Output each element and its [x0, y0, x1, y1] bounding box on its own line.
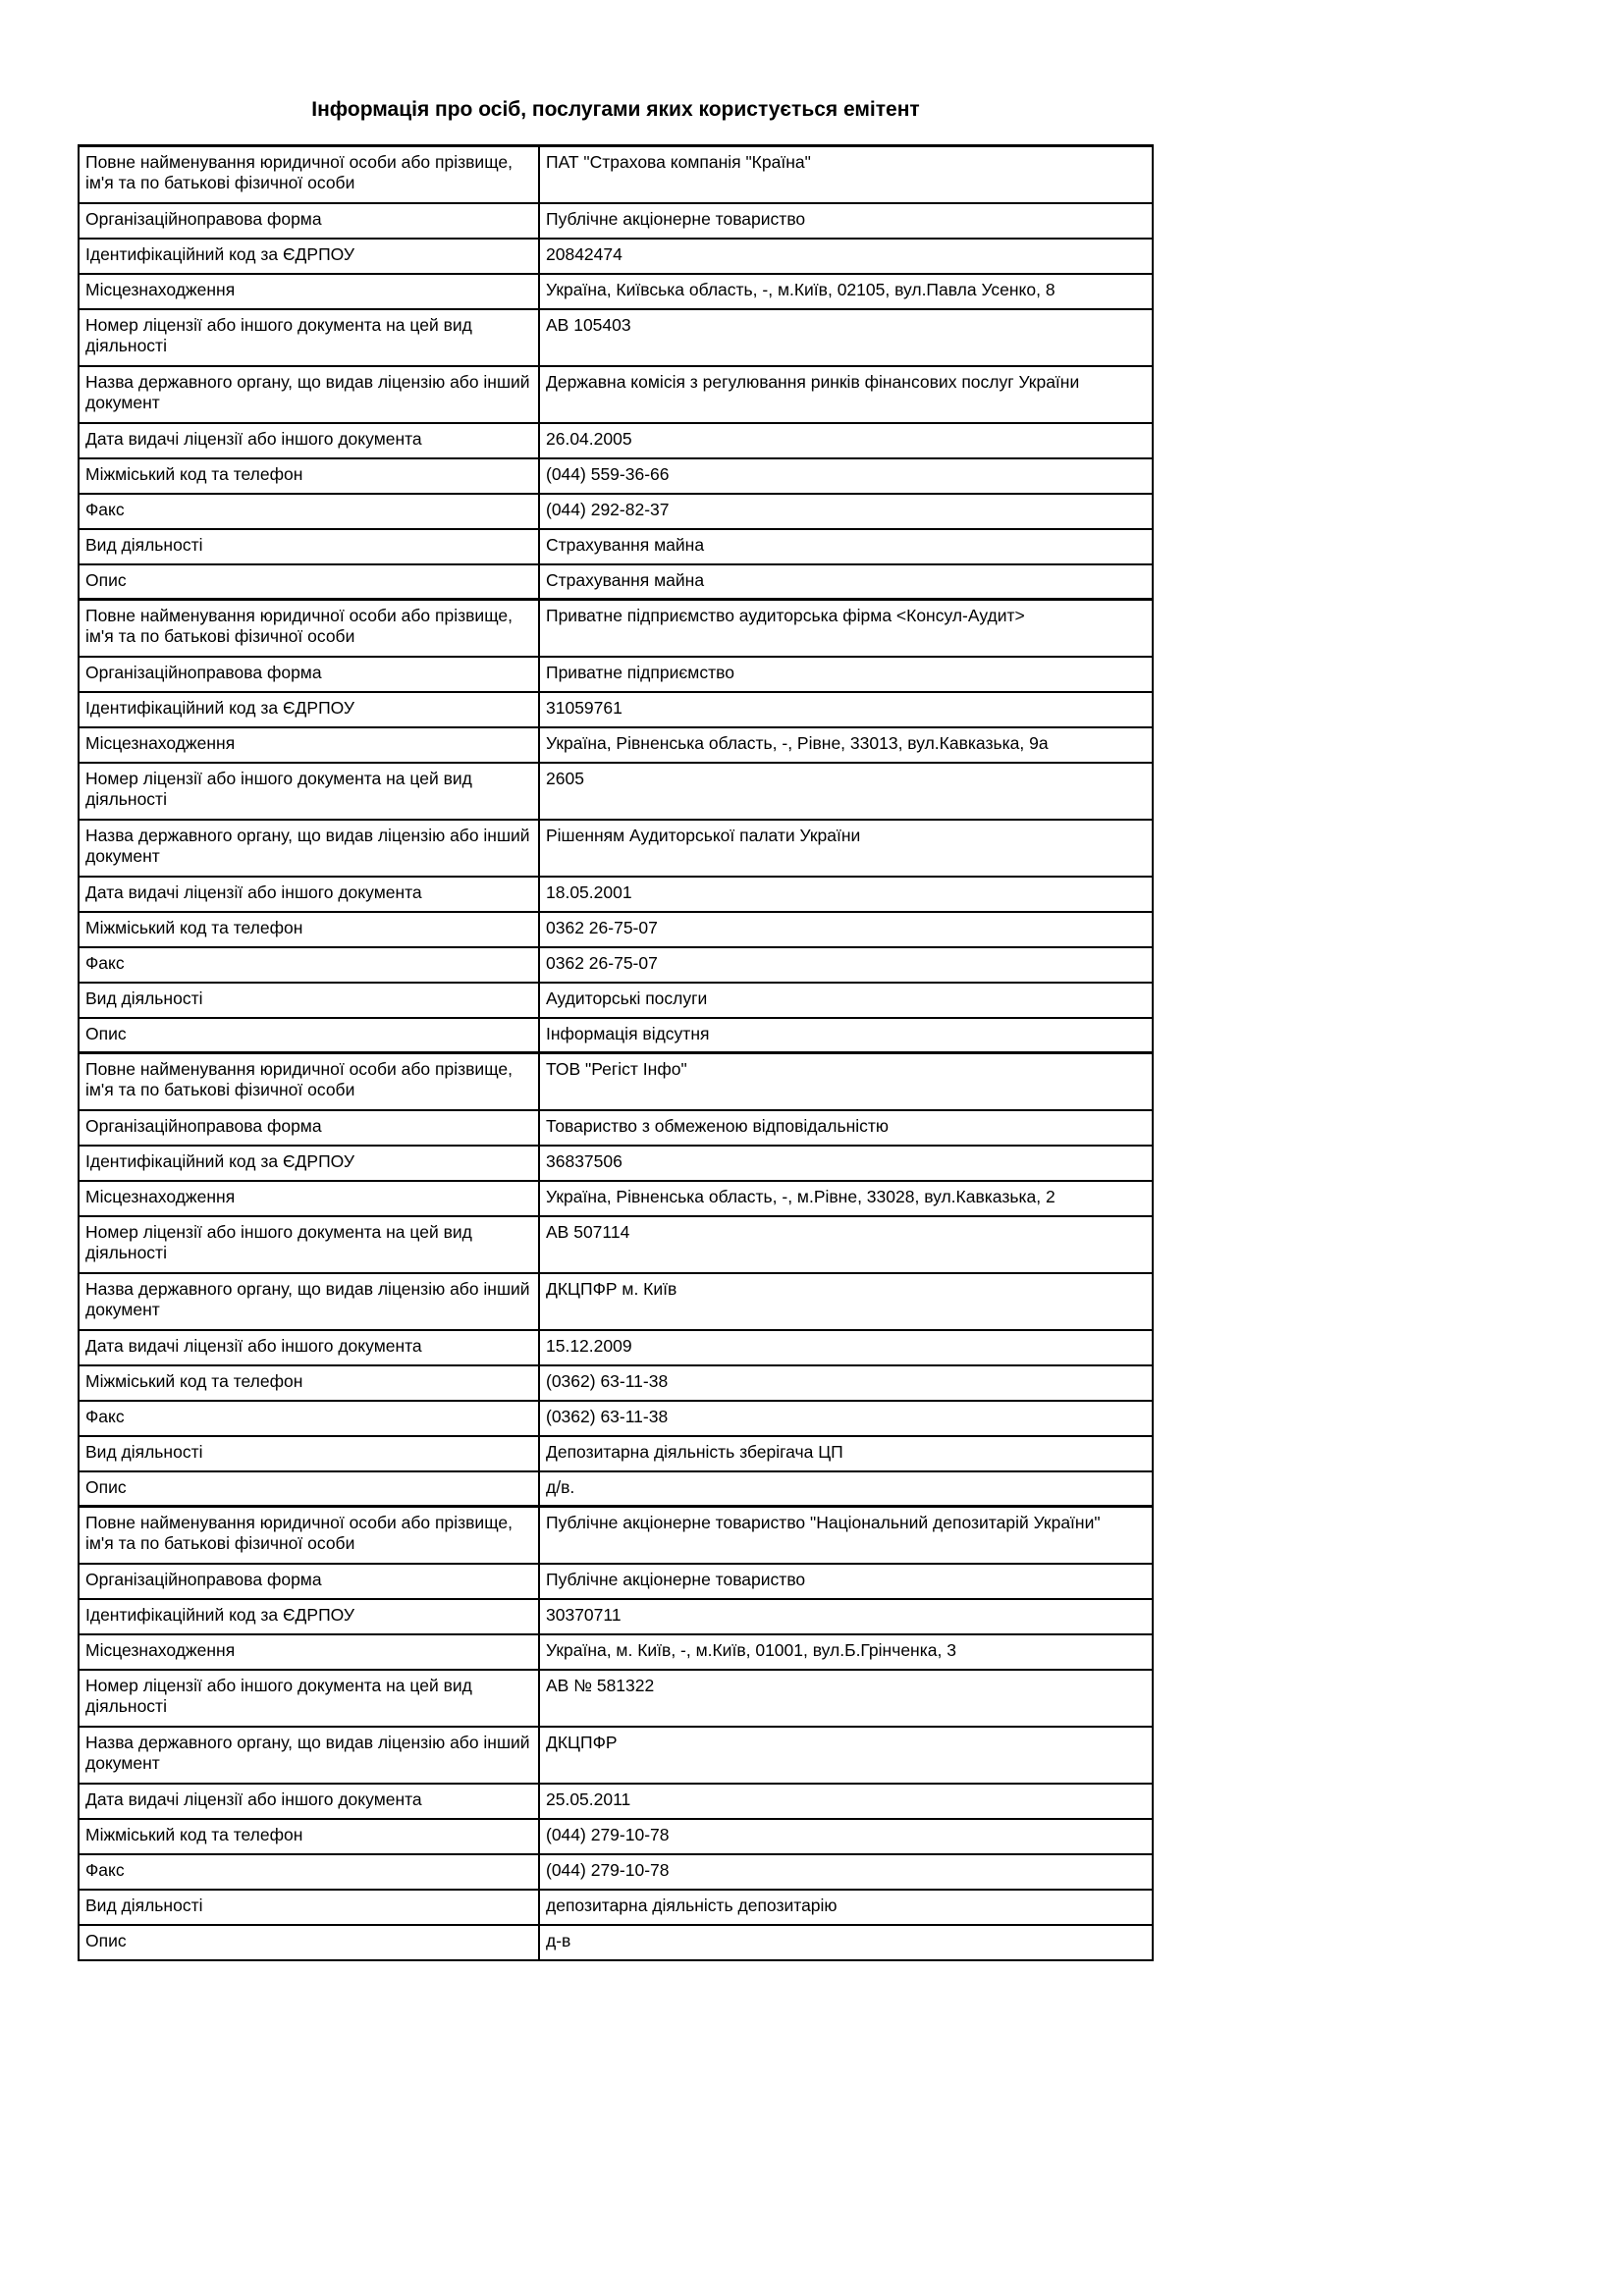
- row-value: Страхування майна: [539, 529, 1153, 564]
- table-row: [79, 1819, 1153, 1854]
- row-value: 15.12.2009: [539, 1330, 1153, 1365]
- row-label: Вид діяльності: [79, 983, 539, 1018]
- row-label: Вид діяльності: [79, 1890, 539, 1925]
- row-label: Міжміський код та телефон: [79, 458, 539, 494]
- row-label: Номер ліцензії або іншого документа на цей вид діяльності: [79, 763, 539, 820]
- row-value: (044) 292-82-37: [539, 494, 1153, 529]
- row-label: Ідентифікаційний код за ЄДРПОУ: [79, 1146, 539, 1181]
- row-label: Вид діяльності: [79, 1436, 539, 1471]
- table-row: [79, 458, 1153, 494]
- row-value: АВ № 581322: [539, 1670, 1153, 1727]
- row-value: 31059761: [539, 692, 1153, 727]
- table-row: [79, 1216, 1153, 1273]
- row-label: Факс: [79, 947, 539, 983]
- row-label: Організаційноправова форма: [79, 1564, 539, 1599]
- row-value: 36837506: [539, 1146, 1153, 1181]
- row-value: Державна комісія з регулювання ринків фінансових послуг України: [539, 366, 1153, 423]
- row-label: Дата видачі ліцензії або іншого документа: [79, 423, 539, 458]
- row-label: Повне найменування юридичної особи або прізвище, ім'я та по батькові фізичної особи: [79, 146, 539, 203]
- row-label: Назва державного органу, що видав ліцензію або інший документ: [79, 1273, 539, 1330]
- row-value: Аудиторські послуги: [539, 983, 1153, 1018]
- row-label: Ідентифікаційний код за ЄДРПОУ: [79, 692, 539, 727]
- row-value: 20842474: [539, 239, 1153, 274]
- row-label: Опис: [79, 1471, 539, 1507]
- row-value: (044) 559-36-66: [539, 458, 1153, 494]
- row-value: Публічне акціонерне товариство "Національний депозитарій України": [539, 1507, 1153, 1564]
- row-label: Опис: [79, 564, 539, 600]
- table-row: [79, 1634, 1153, 1670]
- row-label: Назва державного органу, що видав ліцензію або інший документ: [79, 820, 539, 877]
- row-label: Організаційноправова форма: [79, 1110, 539, 1146]
- row-value: д-в: [539, 1925, 1153, 1960]
- row-value: 0362 26-75-07: [539, 912, 1153, 947]
- row-label: Дата видачі ліцензії або іншого документа: [79, 1330, 539, 1365]
- table-row: [79, 423, 1153, 458]
- row-value: (044) 279-10-78: [539, 1819, 1153, 1854]
- table-row: [79, 657, 1153, 692]
- row-label: Вид діяльності: [79, 529, 539, 564]
- row-label: Місцезнаходження: [79, 727, 539, 763]
- table-row: [79, 1471, 1153, 1507]
- table-row: [79, 912, 1153, 947]
- row-value: (0362) 63-11-38: [539, 1365, 1153, 1401]
- table-row: [79, 494, 1153, 529]
- table-row: [79, 1436, 1153, 1471]
- row-value: (044) 279-10-78: [539, 1854, 1153, 1890]
- table-row: [79, 146, 1153, 203]
- table-row: [79, 1925, 1153, 1960]
- row-value: Україна, Рівненська область, -, м.Рівне, 33028, вул.Кавказька, 2: [539, 1181, 1153, 1216]
- table-row: [79, 1053, 1153, 1110]
- row-value: Україна, м. Київ, -, м.Київ, 01001, вул.Б.Грінченка, 3: [539, 1634, 1153, 1670]
- table-row: [79, 1507, 1153, 1564]
- row-label: Опис: [79, 1018, 539, 1053]
- row-value: Публічне акціонерне товариство: [539, 203, 1153, 239]
- table-row: [79, 274, 1153, 309]
- table-row: [79, 564, 1153, 600]
- table-row: [79, 763, 1153, 820]
- row-value: 30370711: [539, 1599, 1153, 1634]
- row-value: Приватне підприємство: [539, 657, 1153, 692]
- row-label: Місцезнаходження: [79, 274, 539, 309]
- table-row: [79, 1146, 1153, 1181]
- row-label: Організаційноправова форма: [79, 203, 539, 239]
- table-row: [79, 1365, 1153, 1401]
- table-row: [79, 1181, 1153, 1216]
- row-value: ДКЦПФР м. Київ: [539, 1273, 1153, 1330]
- row-value: 2605: [539, 763, 1153, 820]
- row-value: Страхування майна: [539, 564, 1153, 600]
- row-value: 18.05.2001: [539, 877, 1153, 912]
- table-row: [79, 1330, 1153, 1365]
- row-label: Повне найменування юридичної особи або прізвище, ім'я та по батькові фізичної особи: [79, 600, 539, 657]
- row-label: Номер ліцензії або іншого документа на цей вид діяльності: [79, 1670, 539, 1727]
- table-row: [79, 1890, 1153, 1925]
- table-row: [79, 692, 1153, 727]
- table-row: [79, 1670, 1153, 1727]
- issuers-table-body: [79, 146, 1153, 1960]
- table-row: [79, 877, 1153, 912]
- row-label: Дата видачі ліцензії або іншого документа: [79, 877, 539, 912]
- row-value: д/в.: [539, 1471, 1153, 1507]
- row-value: ДКЦПФР: [539, 1727, 1153, 1784]
- table-row: [79, 1018, 1153, 1053]
- table-row: [79, 1401, 1153, 1436]
- row-label: Дата видачі ліцензії або іншого документа: [79, 1784, 539, 1819]
- row-label: Організаційноправова форма: [79, 657, 539, 692]
- row-value: Україна, Київська область, -, м.Київ, 02105, вул.Павла Усенко, 8: [539, 274, 1153, 309]
- row-value: Публічне акціонерне товариство: [539, 1564, 1153, 1599]
- row-label: Назва державного органу, що видав ліцензію або інший документ: [79, 366, 539, 423]
- row-label: Міжміський код та телефон: [79, 912, 539, 947]
- table-row: [79, 600, 1153, 657]
- row-value: депозитарна діяльність депозитарію: [539, 1890, 1153, 1925]
- table-row: [79, 983, 1153, 1018]
- row-label: Повне найменування юридичної особи або прізвище, ім'я та по батькові фізичної особи: [79, 1507, 539, 1564]
- table-row: [79, 366, 1153, 423]
- row-label: Факс: [79, 494, 539, 529]
- table-row: [79, 309, 1153, 366]
- row-label: Ідентифікаційний код за ЄДРПОУ: [79, 239, 539, 274]
- row-value: Товариство з обмеженою відповідальністю: [539, 1110, 1153, 1146]
- row-value: Інформація відсутня: [539, 1018, 1153, 1053]
- table-row: [79, 820, 1153, 877]
- row-label: Номер ліцензії або іншого документа на цей вид діяльності: [79, 1216, 539, 1273]
- row-value: 26.04.2005: [539, 423, 1153, 458]
- row-label: Ідентифікаційний код за ЄДРПОУ: [79, 1599, 539, 1634]
- row-value: ПАТ "Страхова компанія "Країна": [539, 146, 1153, 203]
- row-value: АВ 105403: [539, 309, 1153, 366]
- table-row: [79, 1599, 1153, 1634]
- table-row: [79, 727, 1153, 763]
- table-row: [79, 947, 1153, 983]
- table-row: [79, 1784, 1153, 1819]
- row-label: Назва державного органу, що видав ліцензію або інший документ: [79, 1727, 539, 1784]
- row-label: Повне найменування юридичної особи або прізвище, ім'я та по батькові фізичної особи: [79, 1053, 539, 1110]
- row-value: АВ 507114: [539, 1216, 1153, 1273]
- page-title: Інформація про осіб, послугами яких користується емітент: [311, 98, 920, 121]
- row-value: Приватне підприємство аудиторська фірма <Консул-Аудит>: [539, 600, 1153, 657]
- row-label: Факс: [79, 1401, 539, 1436]
- row-value: ТОВ "Регіст Інфо": [539, 1053, 1153, 1110]
- row-value: 25.05.2011: [539, 1784, 1153, 1819]
- row-value: (0362) 63-11-38: [539, 1401, 1153, 1436]
- row-label: Міжміський код та телефон: [79, 1365, 539, 1401]
- row-label: Міжміський код та телефон: [79, 1819, 539, 1854]
- row-value: Україна, Рівненська область, -, Рівне, 33013, вул.Кавказька, 9а: [539, 727, 1153, 763]
- table-row: [79, 1564, 1153, 1599]
- table-row: [79, 1273, 1153, 1330]
- table-row: [79, 203, 1153, 239]
- table-row: [79, 529, 1153, 564]
- row-label: Місцезнаходження: [79, 1181, 539, 1216]
- row-label: Факс: [79, 1854, 539, 1890]
- table-row: [79, 1110, 1153, 1146]
- table-row: [79, 1727, 1153, 1784]
- row-value: Депозитарна діяльність зберігача ЦП: [539, 1436, 1153, 1471]
- row-value: Рішенням Аудиторської палати України: [539, 820, 1153, 877]
- issuers-table: [78, 144, 1154, 1961]
- table-row: [79, 239, 1153, 274]
- row-label: Опис: [79, 1925, 539, 1960]
- table-row: [79, 1854, 1153, 1890]
- row-label: Місцезнаходження: [79, 1634, 539, 1670]
- row-value: 0362 26-75-07: [539, 947, 1153, 983]
- row-label: Номер ліцензії або іншого документа на цей вид діяльності: [79, 309, 539, 366]
